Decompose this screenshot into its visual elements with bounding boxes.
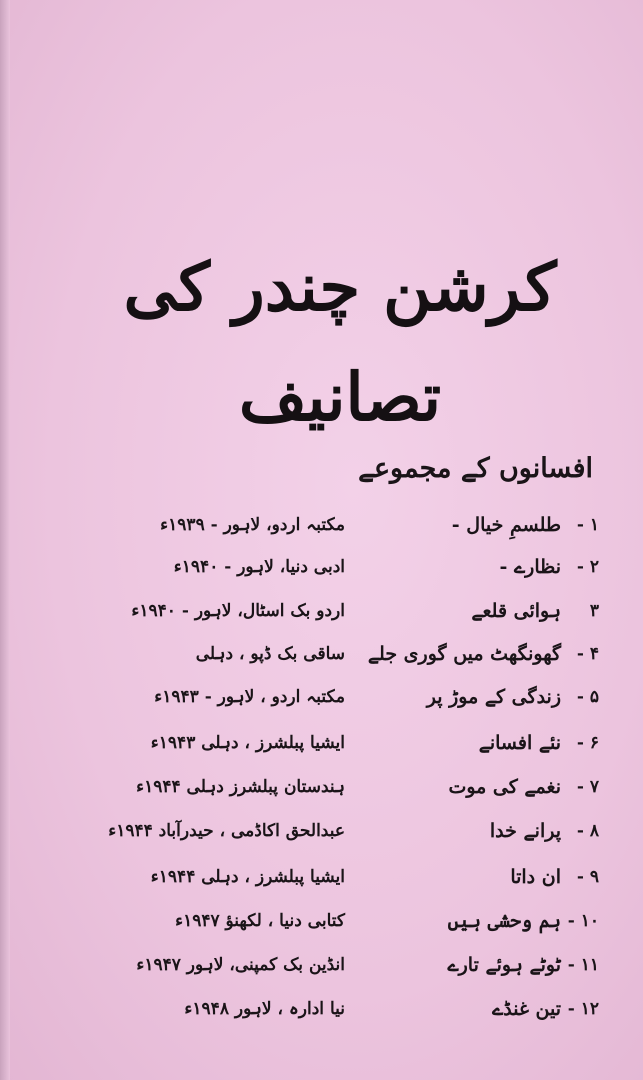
book-title: نظارے -: [499, 556, 561, 578]
publisher-info: مکتبہ اردو، لاہور - ۱۹۳۹ء: [160, 515, 345, 535]
item-number: ۲ -: [576, 557, 599, 577]
publisher-info: نیا ادارہ ، لاہور ۱۹۴۸ء: [184, 999, 345, 1019]
list-item: [0, 901, 643, 941]
section-heading: افسانوں کے مجموعے: [358, 453, 593, 484]
publisher-info: انڈین بک کمپنی، لاہور ۱۹۴۷ء: [136, 955, 345, 975]
publisher-info: ایشیا پبلشرز ، دہلی ۱۹۴۳ء: [150, 733, 345, 753]
list-item: [0, 723, 643, 763]
publisher-info: ایشیا پبلشرز ، دہلی ۱۹۴۴ء: [150, 867, 345, 887]
list-item: [0, 811, 643, 851]
book-title: تین غنڈے: [492, 998, 561, 1020]
list-item: [0, 945, 643, 985]
item-number: ۵ -: [576, 687, 599, 707]
publisher-info: ہندستان پبلشرز دہلی ۱۹۴۴ء: [136, 777, 345, 797]
publisher-info: اردو بک اسٹال، لاہور - ۱۹۴۰ء: [131, 601, 345, 621]
publisher-info: ادبی دنیا، لاہور - ۱۹۴۰ء: [173, 557, 345, 577]
list-item: [0, 857, 643, 897]
item-number: ۱ -: [576, 515, 599, 535]
book-title: گھونگھٹ میں گوری جلے: [367, 643, 561, 665]
page-title: کرشن چندر کی تصانیف: [123, 248, 557, 436]
book-title: طلسمِ خیال -: [451, 514, 561, 536]
publisher-info: کتابی دنیا ، لکھنؤ ۱۹۴۷ء: [175, 911, 345, 931]
item-number: ۹ -: [576, 867, 599, 887]
item-number: ۱۱ -: [567, 955, 599, 975]
list-item: [0, 505, 643, 545]
list-item: [0, 989, 643, 1029]
book-title: ٹوٹے ہوئے تارے: [447, 954, 561, 976]
list-item: [0, 591, 643, 631]
list-item: [0, 634, 643, 674]
book-title: نغمے کی موت: [448, 776, 561, 798]
publisher-info: مکتبہ اردو ، لاہور - ۱۹۴۳ء: [154, 687, 345, 707]
list-item: [0, 547, 643, 587]
book-title: نئے افسانے: [478, 732, 561, 754]
book-title: پرانے خدا: [489, 820, 561, 842]
list-item: [0, 767, 643, 807]
item-number: ۱۰ -: [567, 911, 599, 931]
item-number: ۳: [589, 601, 599, 621]
item-number: ۶ -: [576, 733, 599, 753]
item-number: ۷ -: [576, 777, 599, 797]
item-number: ۸ -: [576, 821, 599, 841]
book-title: زندگی کے موڑ پر: [426, 686, 561, 708]
publisher-info: عبدالحق اکاڈمی ، حیدرآباد ۱۹۴۴ء: [108, 821, 345, 841]
item-number: ۱۲ -: [567, 999, 599, 1019]
book-title: ہم وحشی ہیں: [447, 910, 561, 932]
item-number: ۴ -: [576, 644, 599, 664]
publisher-info: ساقی بک ڈپو ، دہلی: [195, 644, 345, 664]
book-title: ہوائی قلعے: [471, 600, 561, 622]
list-item: [0, 677, 643, 717]
book-title: ان داتا: [510, 866, 561, 888]
